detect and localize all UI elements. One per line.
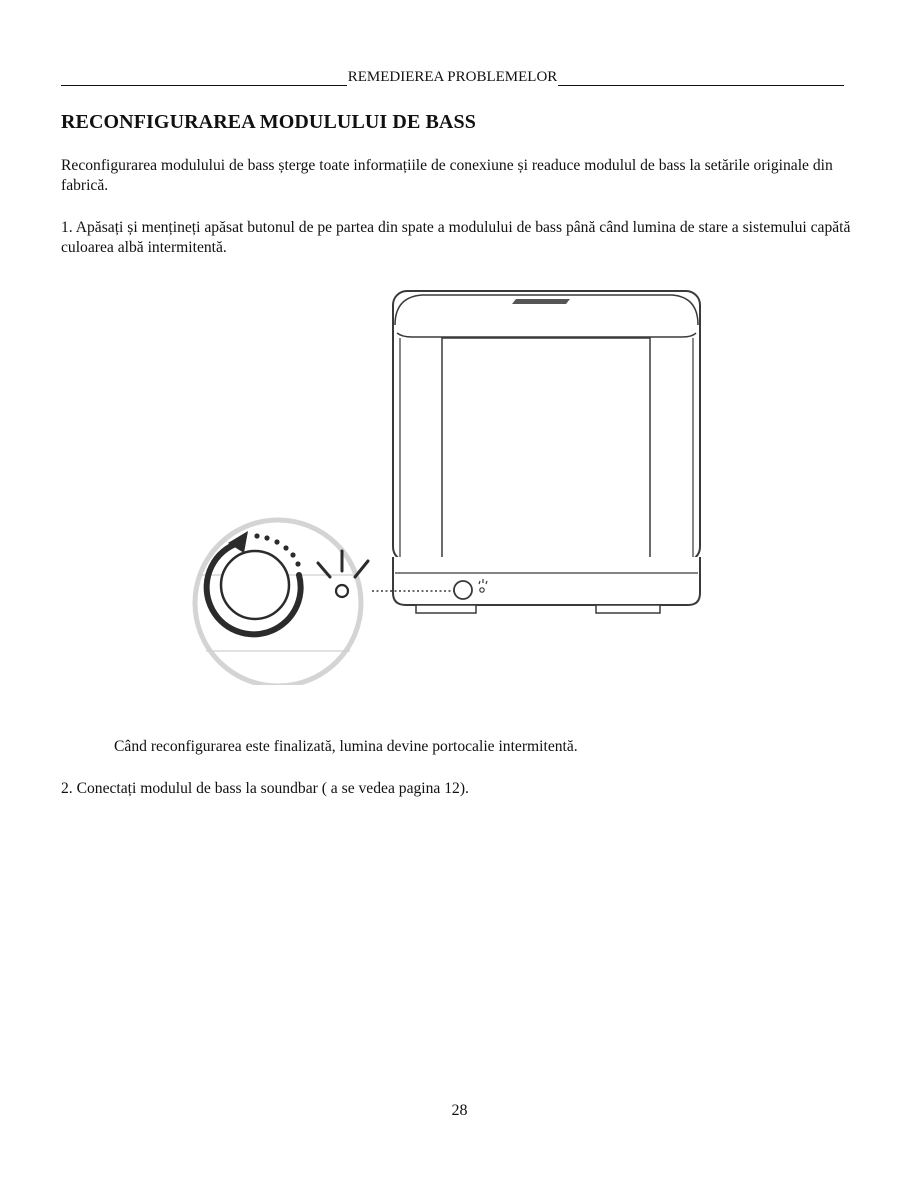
header-section-label: REMEDIEREA PROBLEMELOR: [347, 69, 558, 85]
reset-button-zoom: [195, 520, 361, 685]
header-rule-left: [61, 71, 347, 86]
running-header: [61, 68, 844, 86]
page-title: RECONFIGURAREA MODULULUI DE BASS: [61, 111, 476, 133]
bass-module-illustration: [393, 291, 700, 613]
intro-paragraph: Reconfigurarea modulului de bass șterge toate informațiile de conexiune și readuce modulul de bass la setările originale din fabrică.: [61, 157, 833, 194]
completion-note: Când reconfigurarea este finalizată, lumina devine portocalie intermitentă.: [114, 738, 578, 755]
page-number: 28: [451, 1102, 468, 1119]
bass-module-figure: [190, 285, 710, 685]
header-rule-right: [558, 71, 844, 86]
step-1-paragraph: 1. Apăsați și mențineți apăsat butonul de pe partea din spate a modulului de bass până când lumina de stare a sistemului capătă culoarea albă intermitentă.: [61, 219, 851, 256]
step-2-paragraph: 2. Conectați modulul de bass la soundbar ( a se vedea pagina 12).: [61, 780, 469, 797]
